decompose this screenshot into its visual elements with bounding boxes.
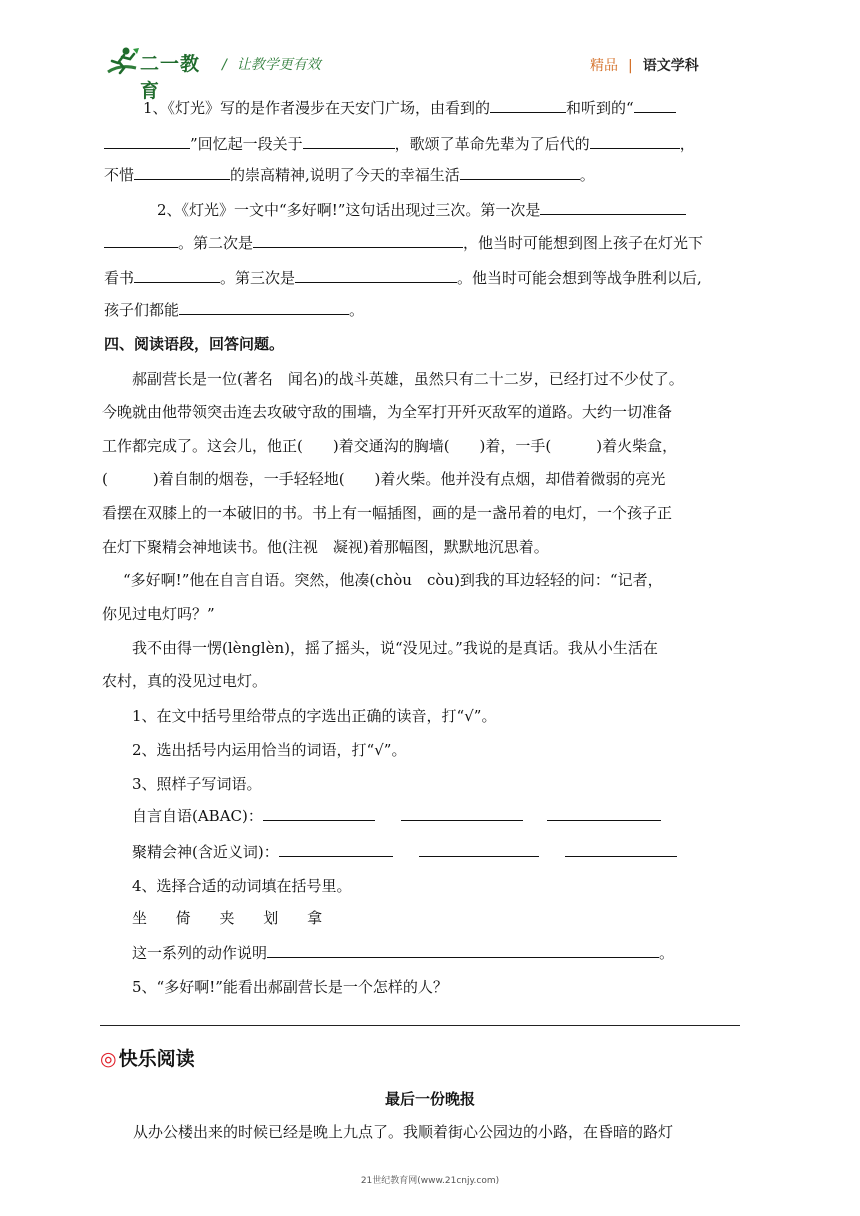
passage-line: 农村，真的没见过电灯。 xyxy=(102,672,268,690)
question-2: 2、选出括号内运用恰当的词语，打“√”。 xyxy=(132,741,407,759)
q2-line-1 xyxy=(157,200,686,220)
article-first-line: 从办公楼出来的时候已经是晚上九点了。我顺着街心公园边的小路，在昏暗的路灯 xyxy=(133,1123,674,1141)
question-4: 4、选择合适的动词填在括号里。 xyxy=(132,877,352,895)
logo xyxy=(106,46,216,102)
text: 的崇高精神,说明了今天的幸福生活 xyxy=(230,166,460,184)
bullseye-icon: ◎ xyxy=(100,1048,117,1070)
text: 1、《灯光》写的是作者漫步在天安门广场，由看到的 xyxy=(143,99,491,117)
text: 2、《灯光》一文中“多好啊!”这句话出现过三次。第一次是 xyxy=(157,201,541,219)
passage-line: 你见过电灯吗？” xyxy=(102,605,215,623)
blank[interactable] xyxy=(460,165,580,180)
blank[interactable] xyxy=(253,233,463,248)
text: 。 xyxy=(579,166,595,184)
blank[interactable] xyxy=(303,134,395,149)
quality-tag: 精品 xyxy=(590,58,618,74)
text: 。第二次是 xyxy=(178,234,254,252)
text: 自言自语(ABAC)： xyxy=(132,807,263,825)
blank[interactable] xyxy=(104,233,178,248)
text: ，歌颂了革命先辈为了后代的 xyxy=(394,135,590,153)
slogan-separator: / xyxy=(222,57,227,73)
q4-answer-row xyxy=(132,943,674,963)
text: 孩子们都能 xyxy=(104,301,180,319)
text: 。 xyxy=(349,301,365,319)
q1-line-2 xyxy=(104,134,695,154)
blank[interactable] xyxy=(401,806,523,821)
runner-logo-icon xyxy=(106,46,140,76)
divider xyxy=(100,1025,740,1026)
passage-line: 在灯下聚精会神地读书。他(注视 凝视)着那幅图，默默地沉思着。 xyxy=(102,538,549,556)
blank[interactable] xyxy=(590,134,680,149)
q1-line-3 xyxy=(104,165,595,185)
question-5: 5、“多好啊!”能看出郝副营长是一个怎样的人？ xyxy=(132,978,448,996)
passage-line: 郝副营长是一位(著名 闻名)的战斗英雄，虽然只有二十二岁，已经打过不少仗了。 xyxy=(132,370,684,388)
q1-line-1 xyxy=(143,98,676,118)
text: 看书 xyxy=(104,269,135,287)
subject-label: 语文学科 xyxy=(642,58,699,74)
text: 聚精会神(含近义词)： xyxy=(132,843,279,861)
passage-line: 今晚就由他带领突击连去攻破守敌的围墙，为全军打开歼灭敌军的道路。大约一切准备 xyxy=(102,403,673,421)
text: 。第三次是 xyxy=(220,269,296,287)
blank[interactable] xyxy=(104,134,190,149)
passage-line: 看摆在双膝上的一本破旧的书。书上有一幅插图，画的是一盏吊着的电灯，一个孩子正 xyxy=(102,504,673,522)
text: 和听到的“ xyxy=(566,99,634,117)
blank[interactable] xyxy=(540,200,686,215)
blank[interactable] xyxy=(565,842,677,857)
passage-line: 工作都完成了。这会儿，他正( )着交通沟的胸墙( )着，一手( )着火柴盒， xyxy=(102,437,678,455)
q3-synonym-row xyxy=(132,842,677,862)
text: ”回忆起一段关于 xyxy=(190,135,303,153)
passage-line: “多好啊!”他在自言自语。突然，他凑(chòu còu)到我的耳边轻轻的问：“记者， xyxy=(123,571,663,589)
text: ， xyxy=(679,135,695,153)
footer: 21世纪教育网(www.21cnjy.com) xyxy=(360,1176,500,1186)
text: 。他当时可能会想到等战争胜利以后, xyxy=(457,269,702,287)
question-1: 1、在文中括号里给带点的字选出正确的读音，打“√”。 xyxy=(132,707,497,725)
text: 快乐阅读 xyxy=(118,1048,195,1070)
header-separator: | xyxy=(628,58,633,74)
blank[interactable] xyxy=(134,268,220,283)
q4-word-bank: 坐 倚 夹 划 拿 xyxy=(132,909,326,927)
article-title: 最后一份晚报 xyxy=(384,1090,475,1108)
blank[interactable] xyxy=(295,268,457,283)
blank[interactable] xyxy=(263,806,375,821)
q2-line-4 xyxy=(104,300,364,320)
q2-line-3 xyxy=(104,268,702,288)
text: 。 xyxy=(659,944,675,962)
q3-abac-row xyxy=(132,806,661,826)
blank[interactable] xyxy=(547,806,661,821)
passage-line: 我不由得一愣(lènglèn)，摇了摇头，说“没见过。”我说的是真话。我从小生活在 xyxy=(132,639,658,657)
slogan-text: 让教学更有效 xyxy=(236,57,321,73)
blank[interactable] xyxy=(419,842,539,857)
text: 不惜 xyxy=(104,166,135,184)
passage-line: ( )着自制的烟卷，一手轻轻地( )着火柴。他并没有点烟，却借着微弱的亮光 xyxy=(102,470,666,488)
question-3: 3、照样子写词语。 xyxy=(132,775,262,793)
blank[interactable] xyxy=(490,98,566,113)
blank[interactable] xyxy=(279,842,393,857)
q2-line-2 xyxy=(104,233,703,253)
text: ，他当时可能想到图上孩子在灯光下 xyxy=(463,234,704,252)
blank[interactable] xyxy=(179,300,349,315)
logo-text: 二一教育 xyxy=(140,53,201,102)
blank[interactable] xyxy=(267,943,659,958)
reading-section-title xyxy=(100,1044,195,1071)
blank[interactable] xyxy=(634,98,676,113)
section-4-title: 四、阅读语段，回答问题。 xyxy=(104,335,285,353)
blank[interactable] xyxy=(134,165,230,180)
text: 这一系列的动作说明 xyxy=(132,944,268,962)
header-right xyxy=(590,55,699,75)
slogan xyxy=(222,54,321,74)
